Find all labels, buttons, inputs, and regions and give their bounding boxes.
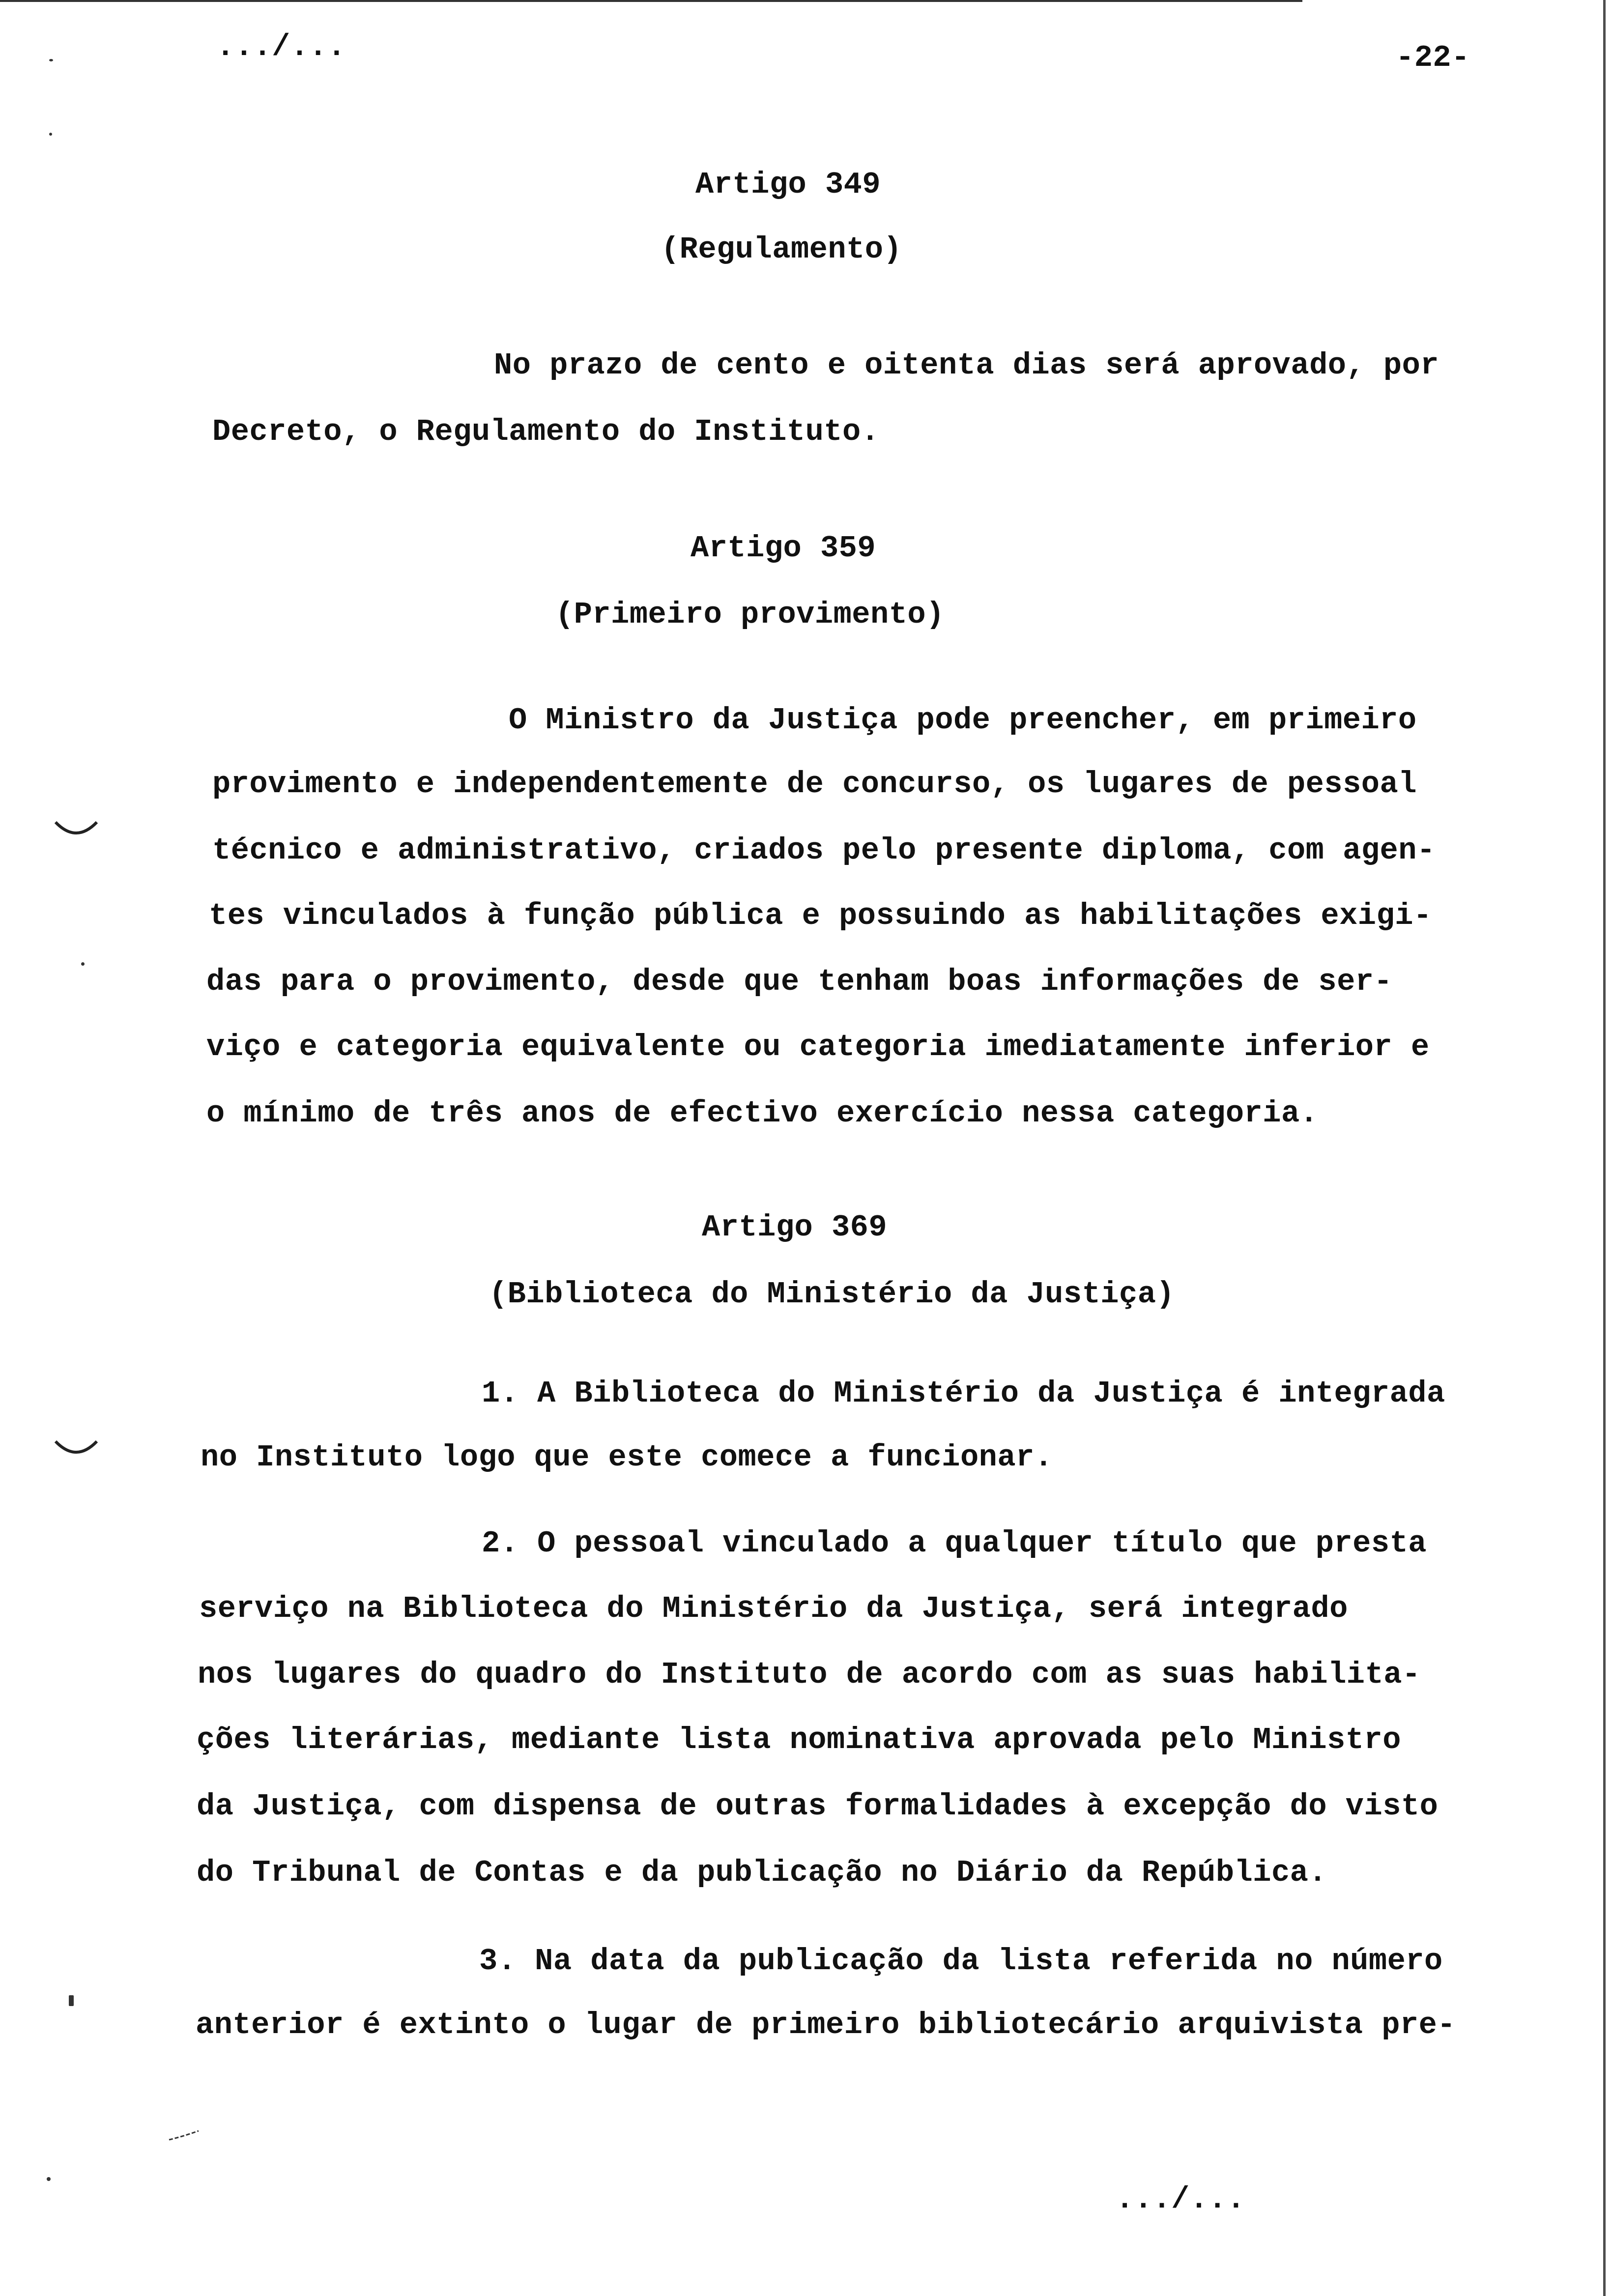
article-34-subtitle: (Regulamento) [661, 232, 902, 267]
body-line: provimento e independentemente de concurso, os lugares de pessoal [212, 767, 1417, 802]
article-36-heading: Artigo 369 [702, 1210, 888, 1245]
top-border-line [0, 0, 1302, 2]
body-line: do Tribunal de Contas e da publicação no Diário da República. [197, 1855, 1327, 1890]
body-line: anterior é extinto o lugar de primeiro bibliotecário arquivista pre- [196, 2008, 1456, 2042]
body-line: da Justiça, com dispensa de outras formalidades à excepção do visto [197, 1789, 1439, 1824]
article-36-subtitle: (Biblioteca do Ministério da Justiça) [489, 1277, 1175, 1312]
page-number: -22- [1396, 40, 1470, 75]
article-35-subtitle: (Primeiro provimento) [555, 597, 945, 632]
speck [81, 962, 85, 966]
speck [69, 1995, 74, 2006]
body-line: viço e categoria equivalente ou categoria imediatamente inferior e [206, 1030, 1430, 1064]
body-line: serviço na Biblioteca do Ministério da Justiça, será integrado [199, 1591, 1348, 1626]
body-line: ções literárias, mediante lista nominativa aprovada pelo Ministro [197, 1722, 1401, 1757]
body-line: O Ministro da Justiça pode preencher, em primeiro [509, 703, 1417, 738]
body-line: o mínimo de três anos de efectivo exercício nessa categoria. [206, 1096, 1319, 1131]
body-line: das para o provimento, desde que tenham boas informações de ser- [206, 964, 1393, 999]
body-line: no Instituto logo que este comece a funcionar. [201, 1440, 1053, 1475]
body-line: nos lugares do quadro do Instituto de acordo com as suas habilita- [198, 1657, 1421, 1692]
body-line: 2. O pessoal vinculado a qualquer título que presta [482, 1526, 1427, 1561]
speck [49, 59, 53, 61]
body-line: técnico e administrativo, criados pelo presente diploma, com agen- [212, 833, 1436, 868]
body-line: No prazo de cento e oitenta dias será aprovado, por [494, 348, 1439, 383]
continuation-marker-bottom: .../... [1116, 2182, 1245, 2217]
pen-mark [167, 2128, 202, 2143]
article-35-heading: Artigo 359 [691, 531, 876, 566]
punch-hole-mark [52, 1437, 101, 1467]
punch-hole-mark [52, 818, 101, 848]
body-line: tes vinculados à função pública e possuindo as habilitações exigi- [209, 898, 1432, 933]
speck [47, 2177, 51, 2181]
right-page-edge [1603, 0, 1606, 2296]
body-line: 3. Na data da publicação da lista referida no número [479, 1944, 1443, 1979]
body-line: 1. A Biblioteca do Ministério da Justiça é integrada [482, 1376, 1445, 1411]
body-line: Decreto, o Regulamento do Instituto. [212, 414, 880, 449]
speck [49, 133, 52, 136]
continuation-marker-top: .../... [216, 29, 346, 64]
article-34-heading: Artigo 349 [695, 167, 881, 202]
